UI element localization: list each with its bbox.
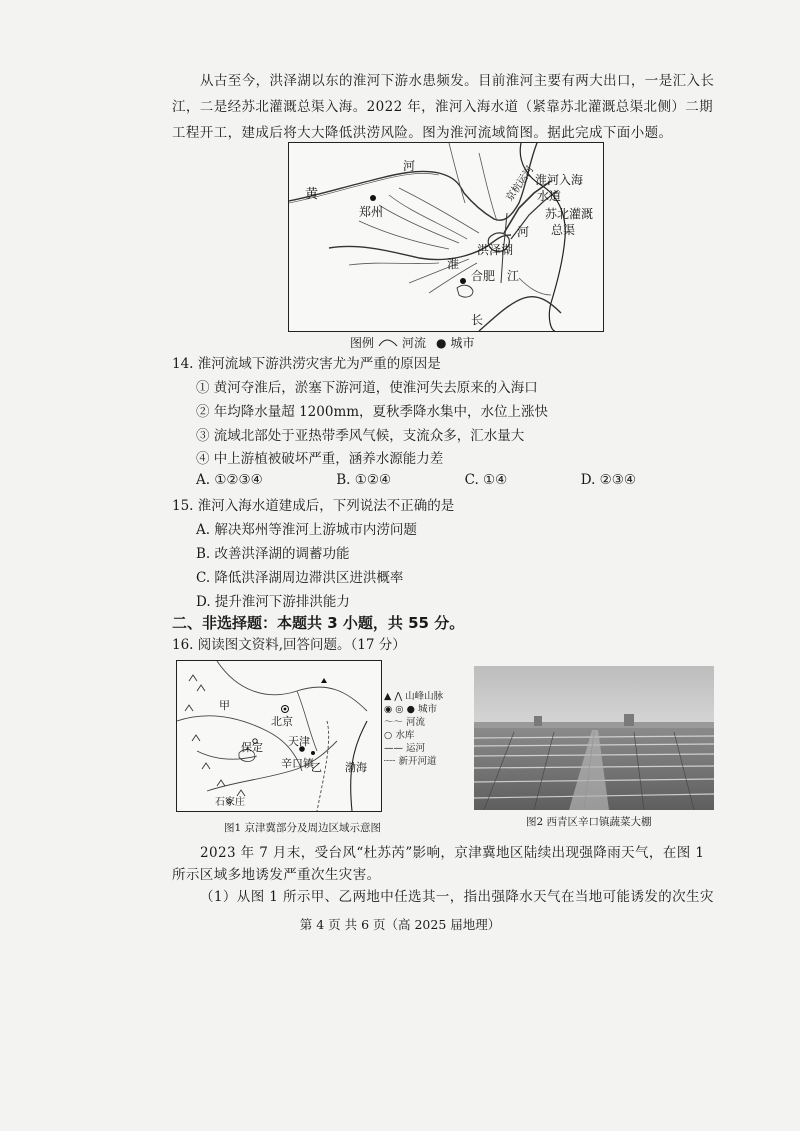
q15-stem: 15. 淮河入海水道建成后，下列说法不正确的是 xyxy=(172,498,455,514)
legend-city-icon: ● xyxy=(436,335,447,350)
map1-label-he-2: 河 xyxy=(517,225,530,239)
map1-legend xyxy=(350,334,475,351)
q14-opt-3: ③ 流域北部处于亚热带季风气候，支流众多，汇水量大 xyxy=(196,428,525,444)
photo-caption: 图2 西青区辛口镇蔬菜大棚 xyxy=(526,816,652,828)
map1-label-channel-2: 水道 xyxy=(537,189,562,203)
reservoir-icon: ○ xyxy=(384,730,396,741)
map1-label-channel-1: 淮河入海 xyxy=(535,173,584,187)
q14-stem: 14. 淮河流域下游洪涝灾害尤为严重的原因是 xyxy=(172,356,441,372)
intro-line-2: 江，二是经苏北灌溉总渠入海。2022 年，淮河入海水道（紧靠苏北灌溉总渠北侧）二期 xyxy=(172,99,714,115)
q14-choice-a: A. ①②③④ xyxy=(196,472,263,488)
map1-label-huang: 黄 xyxy=(305,187,319,202)
q14-choice-c: C. ①④ xyxy=(464,472,508,488)
map1-label-grand-canal: 京杭运河 xyxy=(504,164,537,204)
mountain-icon: ▲ ⋀ xyxy=(384,691,406,702)
q15-opt-c: C. 降低洪泽湖周边滞洪区进洪概率 xyxy=(196,570,404,586)
legend-mountain: ▲ ⋀ 山峰山脉 xyxy=(384,691,444,702)
map1-label-suibei-2: 总渠 xyxy=(551,223,576,237)
text2-line-2: 所示区域多地诱发严重次生灾害。 xyxy=(172,867,381,883)
map2-label-tianjin: 天津 xyxy=(288,735,310,748)
legend-city: 城市 xyxy=(450,336,475,350)
legend-river: 河流 xyxy=(402,336,427,350)
q14-choice-b: B. ①②④ xyxy=(336,472,392,488)
map2-caption: 图1 京津冀部分及周边区域示意图 xyxy=(224,822,382,834)
q16-stem: 16. 阅读图文资料,回答问题。（17 分） xyxy=(172,637,406,653)
legend-river-icon xyxy=(378,338,398,348)
legend-rivers: ～～ 河流 xyxy=(384,717,426,728)
new-channel-icon: ┈┈ xyxy=(384,756,399,767)
map1-label-chang: 长 xyxy=(471,313,484,327)
q14-opt-1: ① 黄河夺淮后，淤塞下游河道，使淮河失去原来的入海口 xyxy=(196,380,538,396)
legend-prefix: 图例 xyxy=(350,336,375,350)
q14-opt-4: ④ 中上游植被破坏严重，涵养水源能力差 xyxy=(196,451,444,467)
map2-legend xyxy=(384,690,443,768)
intro-line-3: 工程开工，建成后将大大降低洪涝风险。图为淮河流域简图。据此完成下面小题。 xyxy=(172,125,673,141)
map1-label-zhengzhou: 郑州 xyxy=(359,205,384,219)
map2-label-shijiazhuang: 石家庄 xyxy=(215,797,245,808)
q15-opt-b: B. 改善洪泽湖的调蓄功能 xyxy=(196,546,350,562)
map2-label-jia: 甲 xyxy=(219,699,230,712)
q15-opt-a: A. 解决郑州等淮河上游城市内涝问题 xyxy=(196,522,417,538)
map1-label-huai: 淮 xyxy=(447,257,460,271)
legend-reservoir: ○ 水库 xyxy=(384,730,415,741)
q15-opt-d: D. 提升淮河下游排洪能力 xyxy=(196,594,350,610)
river-icon: ～～ xyxy=(384,717,407,728)
text2-line-1: 2023 年 7 月末，受台风“杜苏芮”影响，京津冀地区陆续出现强降雨天气，在图 1 xyxy=(200,845,705,861)
map1-label-hongzehu: 洪泽湖 xyxy=(477,243,514,257)
intro-line-1: 从古至今，洪泽湖以东的淮河下游水患频发。目前淮河主要有两大出口，一是汇入长 xyxy=(200,73,715,89)
map1-label-hefei: 合肥 xyxy=(471,269,496,283)
map2-label-bohai: 渤海 xyxy=(345,761,367,774)
page-footer: 第 4 页 共 6 页（高 2025 届地理） xyxy=(299,917,501,932)
legend-cities: ◉ ◎ ● 城市 xyxy=(384,704,437,715)
huaihe-basin-map xyxy=(288,142,604,332)
city-icon: ◉ ◎ ● xyxy=(384,704,418,715)
q14-opt-2: ② 年均降水量超 1200mm，夏秋季降水集中，水位上涨快 xyxy=(196,404,549,420)
map2-label-yi: 乙 xyxy=(311,761,322,774)
greenhouse-photo-image xyxy=(474,666,714,810)
section-2-heading: 二、非选择题：本题共 3 小题，共 55 分。 xyxy=(172,614,465,632)
q14-choices xyxy=(196,472,636,488)
greenhouse-photo xyxy=(474,666,714,810)
q14-choice-d: D. ②③④ xyxy=(580,472,636,488)
map2-label-beijing: 北京 xyxy=(271,715,293,728)
legend-new-channel: ┈┈ 新开河道 xyxy=(384,756,437,767)
canal-icon: —— xyxy=(384,743,407,754)
map2-label-xinkou: 辛口镇 xyxy=(281,757,314,770)
jingjinji-map-drawing xyxy=(177,661,381,811)
map2-label-baoding: 保定 xyxy=(241,741,263,754)
legend-canal: —— 运河 xyxy=(384,743,426,754)
map1-label-he: 河 xyxy=(403,159,416,173)
map1-label-jiang: 江 xyxy=(507,269,520,283)
text2-line-3: （1）从图 1 所示甲、乙两地中任选其一，指出强降水天气在当地可能诱发的次生灾 xyxy=(200,889,714,905)
jingjinji-map xyxy=(176,660,382,812)
map1-label-suibei-1: 苏北灌溉 xyxy=(545,207,594,221)
